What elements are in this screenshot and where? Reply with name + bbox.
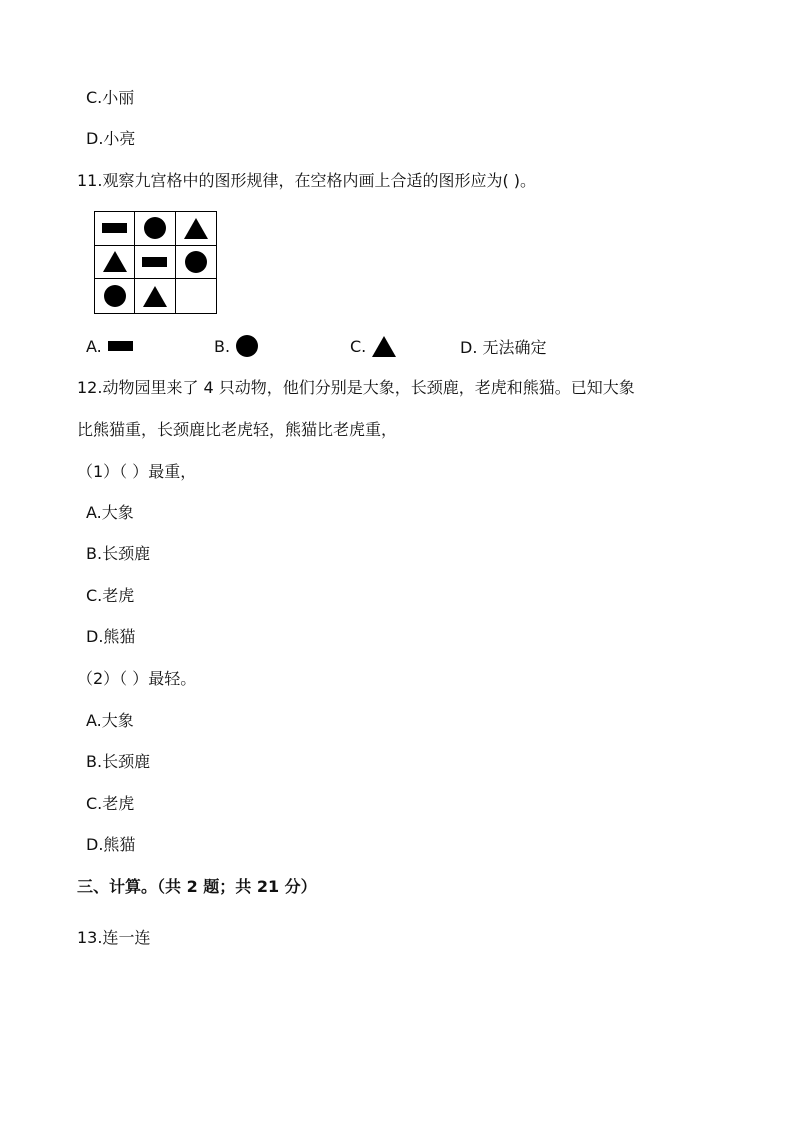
grid-cell-1-1 <box>95 212 135 246</box>
grid-cell-3-3-empty <box>176 279 216 313</box>
rectangle-icon <box>108 341 133 351</box>
grid-cell-3-2 <box>135 279 175 313</box>
grid-cell-2-1 <box>95 246 135 280</box>
q11-question-text: 11.观察九宫格中的图形规律，在空格内画上合适的图形应为( )。 <box>77 171 537 190</box>
circle-icon <box>144 217 166 239</box>
section-3-heading: 三、计算。（共 2 题；共 21 分） <box>77 877 317 896</box>
rectangle-icon <box>142 257 167 267</box>
q12-part2-stem: （2）（ ）最轻。 <box>77 669 197 688</box>
q12-part2-option-a: A.大象 <box>86 711 134 730</box>
q12-part2-option-c: C.老虎 <box>86 794 135 813</box>
q11-option-d <box>460 334 553 358</box>
q12-part1-option-c: C.老虎 <box>86 586 135 605</box>
q12-part1-option-d: D.熊猫 <box>86 627 136 646</box>
q11-option-a <box>86 334 133 358</box>
option-label: D. 无法确定 <box>460 337 547 357</box>
nine-grid <box>94 211 217 314</box>
q10-option-d: D.小亮 <box>86 129 136 148</box>
triangle-icon <box>184 218 208 239</box>
q11-option-b <box>214 334 258 358</box>
grid-cell-2-3 <box>176 246 216 280</box>
option-label: A. <box>86 336 102 356</box>
circle-icon <box>236 335 258 357</box>
q10-option-c: C.小丽 <box>86 88 135 107</box>
option-label: B. <box>214 336 231 356</box>
triangle-icon <box>372 336 396 357</box>
circle-icon <box>185 251 207 273</box>
q11-option-c <box>350 334 396 358</box>
q12-part2-option-d: D.熊猫 <box>86 835 136 854</box>
q12-part2-option-b: B.长颈鹿 <box>86 752 151 771</box>
grid-cell-2-2 <box>135 246 175 280</box>
grid-cell-1-3 <box>176 212 216 246</box>
option-label: C. <box>350 336 367 356</box>
q12-part1-option-a: A.大象 <box>86 503 134 522</box>
q12-part1-option-b: B.长颈鹿 <box>86 544 151 563</box>
q12-question-line-2: 比熊猫重，长颈鹿比老虎轻，熊猫比老虎重， <box>77 420 398 439</box>
rectangle-icon <box>102 223 127 233</box>
circle-icon <box>104 285 126 307</box>
triangle-icon <box>103 251 127 272</box>
grid-cell-1-2 <box>135 212 175 246</box>
q12-question-line-1: 12.动物园里来了 4 只动物，他们分别是大象，长颈鹿，老虎和熊猫。已知大象 <box>77 378 635 397</box>
grid-cell-3-1 <box>95 279 135 313</box>
q13-question-text: 13.连一连 <box>77 928 151 947</box>
triangle-icon <box>143 286 167 307</box>
q12-part1-stem: （1）（ ）最重， <box>77 462 197 481</box>
